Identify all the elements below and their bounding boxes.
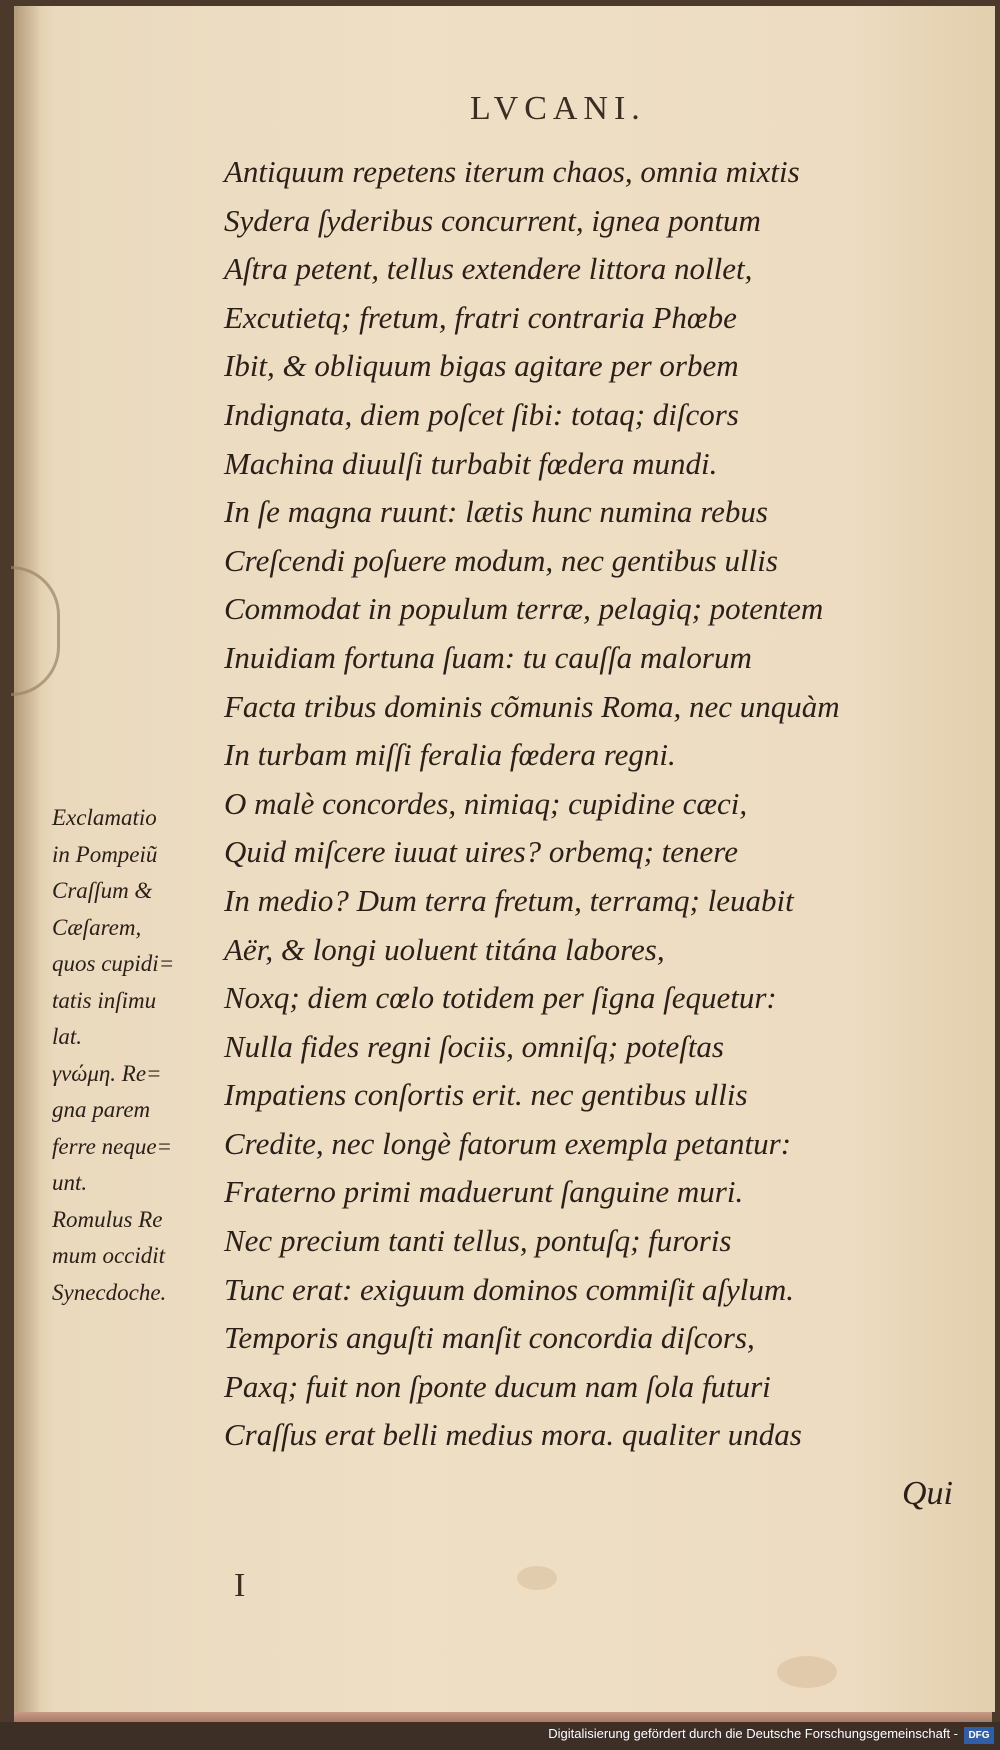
verse-line: In turbam miſſi feralia fœdera regni. (224, 737, 676, 773)
verse-line: Quid miſcere iuuat uires? orbemq; tenere (224, 834, 738, 870)
marginal-note: mum occidit (52, 1243, 166, 1268)
verse-line: Paxq; fuit non ſponte ducum nam ſola futuri (224, 1368, 771, 1404)
marginal-note: Craſſum & (52, 878, 153, 903)
paper-stain (517, 1566, 557, 1590)
marginal-note: Cæſarem, (52, 914, 142, 940)
marginal-note: ferre neque= (52, 1133, 173, 1159)
verse-line: Sydera ſyderibus concurrent, ignea pontum (224, 202, 761, 238)
verse-text (224, 148, 984, 1460)
digitization-footer (0, 1722, 1000, 1750)
verse-line: Impatiens conſortis erit. nec gentibus ullis (224, 1077, 748, 1113)
marginal-note: γνώμη. Re= (52, 1060, 162, 1086)
marginal-note: unt. (52, 1170, 88, 1195)
verse-line: Facta tribus dominis cõmunis Roma, nec unquàm (224, 688, 840, 724)
verse-line: Inuidiam fortuna ſuam: tu cauſſa malorum (224, 639, 752, 675)
verse-line: Commodat in populum terræ, pelagiq; potentem (224, 591, 824, 627)
marginal-note: in Pompeiũ (52, 841, 158, 867)
verse-line: Nulla fides regni ſociis, omniſq; poteſtas (224, 1028, 724, 1064)
verse-line: Credite, nec longè fatorum exempla petantur: (224, 1125, 792, 1161)
verse-line: Noxq; diem cœlo totidem per ſigna ſequetur: (224, 980, 777, 1016)
verse-line: O malè concordes, nimiaq; cupidine cæci, (224, 785, 748, 821)
marginal-note: Synecdoche. (52, 1279, 167, 1305)
marginal-note: Romulus Re (52, 1206, 163, 1232)
catchword: Qui (902, 1475, 953, 1512)
marginal-note: lat. (52, 1024, 83, 1049)
verse-line: Temporis anguſti manſit concordia diſcors, (224, 1320, 755, 1356)
verse-line: Fraterno primi maduerunt ſanguine muri. (224, 1174, 744, 1210)
verse-line: Indignata, diem poſcet ſibi: totaq; diſcors (224, 396, 739, 432)
page-tab-outline (11, 566, 60, 696)
gutter-shadow (17, 6, 41, 1712)
page-bottom-edge (14, 1712, 992, 1722)
marginal-note: tatis inſimu (52, 987, 157, 1013)
verse-line: Aſtra petent, tellus extendere littora nollet, (224, 251, 753, 287)
verse-line: Nec precium tanti tellus, pontuſq; furoris (224, 1223, 732, 1259)
verse-line: Tunc erat: exiguum dominos commiſit aſylum. (224, 1271, 794, 1307)
verse-line: Excutietq; fretum, fratri contraria Phœbe (224, 299, 737, 335)
dfg-logo-icon: DFG (964, 1727, 994, 1744)
verse-line: In ſe magna ruunt: lætis hunc numina rebus (224, 494, 768, 530)
signature-mark: I (234, 1567, 246, 1604)
verse-line: Antiquum repetens iterum chaos, omnia mixtis (224, 154, 800, 189)
verse-line: Machina diuulſi turbabit fœdera mundi. (224, 445, 718, 481)
verse-line: Aër, & longi uoluent titána labores, (224, 931, 665, 967)
footer-credit: Digitalisierung gefördert durch die Deutsche Forschungsgemeinschaft - (548, 1726, 958, 1741)
verse-line: Craſſus erat belli medius mora. qualiter undas (224, 1417, 802, 1453)
verse-line: In medio? Dum terra fretum, terramq; leuabit (224, 882, 794, 918)
running-head: LVCANI. (470, 90, 646, 127)
verse-line: Creſcendi poſuere modum, nec gentibus ullis (224, 542, 778, 578)
paper-stain (777, 1656, 837, 1688)
marginal-note: gna parem (52, 1097, 151, 1122)
marginal-note: quos cupidi= (52, 951, 175, 976)
verse-line: Ibit, & obliquum bigas agitare per orbem (224, 348, 739, 384)
marginal-note: Exclamatio (52, 805, 157, 830)
marginal-notes (52, 800, 232, 1311)
